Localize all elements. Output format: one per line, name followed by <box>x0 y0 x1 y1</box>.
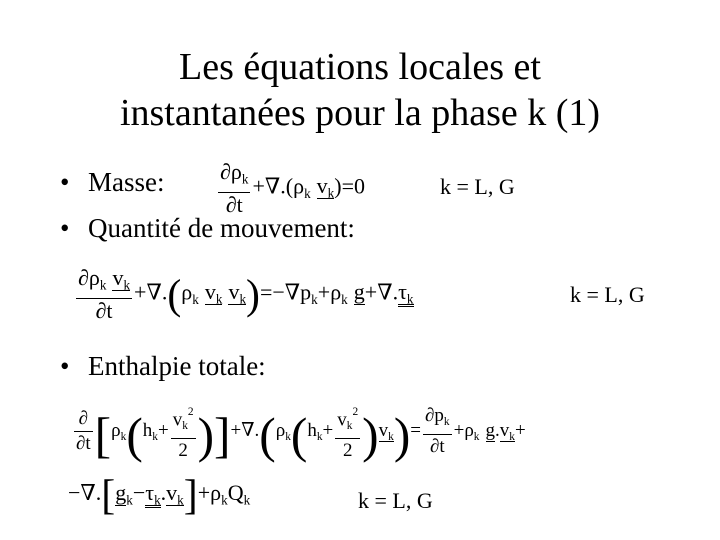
equation-enthalpie-line-1: $\frac{\partial}{\partial t}$ [$\rho_k(h_k+$ $\frac{v_k^2}{2}$ )]$+\nabla.(\rho_k(h_k+$ $\frac{v_k^2}{2}$ )$v_k)=$ $\frac{\partial p_k}{\partial t}$ $+\rho_k$ $g.v_k+$ <box>72 400 526 463</box>
bullet-dot: • <box>60 213 70 243</box>
eq-fraction: $\frac{\partial\rho_k}{\partial t}$ <box>220 159 249 217</box>
eq-fraction: $\frac{v_k^2}{2}$ <box>171 400 196 463</box>
eq-fraction: $\frac{\partial}{\partial t}$ <box>76 408 91 455</box>
bullet-quantite-label: Quantité de mouvement: <box>88 213 355 243</box>
equation-enthalpie-line-2: $-\nabla.[g_k-\tau_k.v_k]+\rho_kQ_k$ <box>68 473 251 520</box>
bullet-enthalpie <box>60 350 266 382</box>
bullet-dot: • <box>60 167 70 197</box>
eq-fraction: $\frac{\partial\rho_k v_k}{\partial t}$ <box>78 265 131 323</box>
bullet-dot: • <box>60 351 70 381</box>
eq-fraction: $\frac{\partial p_k}{\partial t}$ <box>425 405 450 458</box>
bullet-masse-label: Masse: <box>88 167 165 197</box>
equation-quantite: $\frac{\partial\rho_k v_k}{\partial t}$ $+\nabla.(\rho_k$ $v_k$ $v_k)=-\nabla p_k+\rho_k$ $g+\nabla.\tau_k$ <box>78 265 414 323</box>
equation-masse: $\frac{\partial\rho_k}{\partial t}$ $+\nabla.(\rho_k$ $v_k)=0$ <box>220 159 365 217</box>
condition-masse: k = L, G <box>440 174 515 199</box>
condition-enthalpie: k = L, G <box>358 488 433 513</box>
bullet-quantite <box>60 212 355 244</box>
bullet-masse <box>60 166 165 198</box>
condition-quantite: k = L, G <box>570 282 645 307</box>
title-line-2: instantanées pour la phase k (1) <box>119 92 601 134</box>
eq-fraction: $\frac{v_k^2}{2}$ <box>335 400 360 463</box>
slide-title <box>0 44 720 136</box>
title-line-1: Les équations locales et <box>179 46 541 88</box>
bullet-enthalpie-label: Enthalpie totale: <box>88 351 266 381</box>
